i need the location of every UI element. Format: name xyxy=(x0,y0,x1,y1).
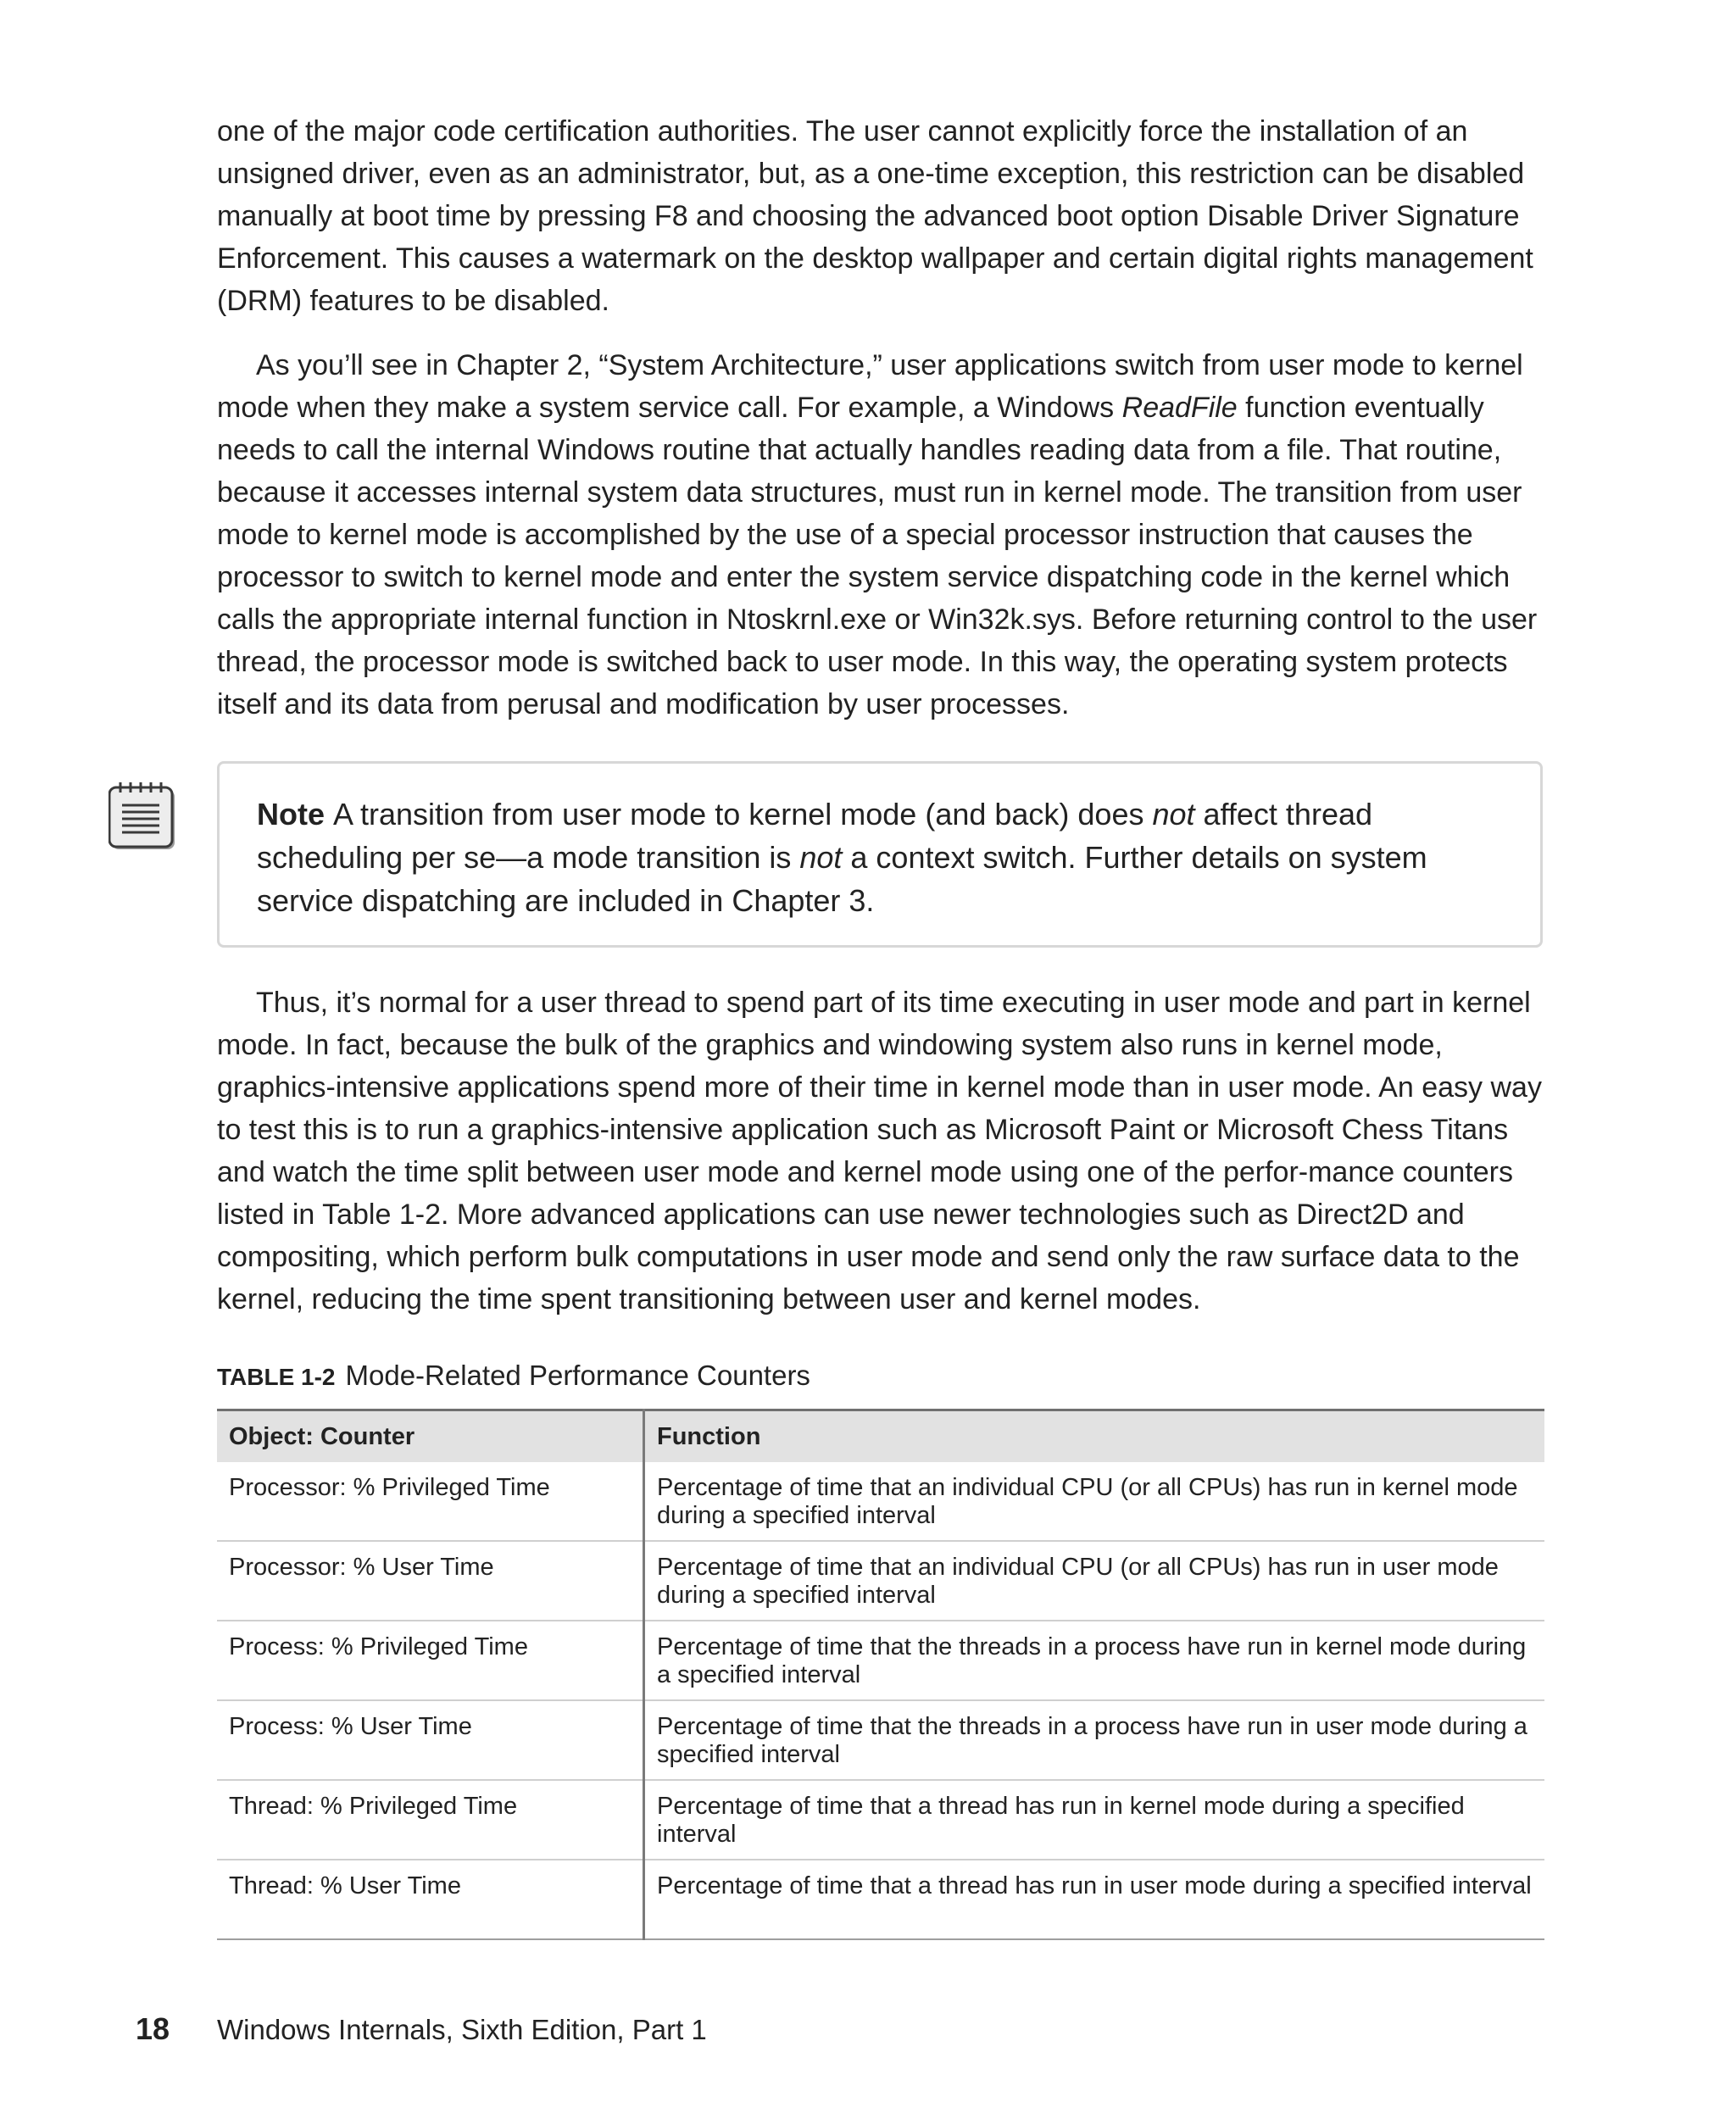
page-number: 18 xyxy=(136,2011,170,2046)
counter-function-cell: Percentage of time that a thread has run in kernel mode during a specified interval xyxy=(644,1780,1545,1860)
note-text-b: affect thread scheduling per se—a mode transition is xyxy=(257,797,1373,875)
counter-name-cell: Process: % User Time xyxy=(217,1700,644,1780)
counter-function-cell: Percentage of time that the threads in a process have run in kernel mode during a specified interval xyxy=(644,1621,1545,1700)
counter-function-cell: Percentage of time that a thread has run in user mode during a specified interval xyxy=(644,1860,1545,1939)
paragraph-driver-signing: one of the major code certification authorities. The user cannot explicitly force the installation of an unsigned driver, even as an administrator, but, as a one-time exception, this restriction can be disabled manually at boot time by pressing F8 and choosing the advanced boot option Disable Driver Signature Enforcement. This causes a watermark on the desktop wallpaper and certain digital rights management (DRM) features to be disabled. xyxy=(217,115,1533,317)
table-row xyxy=(217,1860,1544,1939)
paragraph-user-thread-time-text: Thus, it’s normal for a user thread to spend part of its time executing in user mode and part in kernel mode. In fact, because the bulk of the graphics and windowing system also runs in kernel mode, graphics-intensive applications spend more of their time in kernel mode than in user mode. An easy way to test this is to run a graphics-intensive application such as Microsoft Paint or Microsoft Chess Titans and watch the time split between user mode and kernel mode using one of the perfor-mance counters listed in Table 1-2. More advanced applications can use newer technologies such as Direct2D and compositing, which perform bulk computations in user mode and send only the raw surface data to the kernel, reducing the time spent transitioning between user and kernel modes. xyxy=(217,987,1542,1315)
table-caption-label: TABLE 1-2 xyxy=(217,1364,336,1390)
table-row xyxy=(217,1621,1544,1700)
table-row xyxy=(217,1700,1544,1780)
note-emphasis-2: not xyxy=(799,840,843,875)
paragraph-mode-switch-text-a: As you’ll see in Chapter 2, “System Architecture,” user applications switch from user mode to kernel mode when they make a system service call. For example, a Windows xyxy=(217,349,1523,424)
paragraph-mode-switch xyxy=(217,344,1548,726)
note-label: Note xyxy=(257,797,325,831)
running-footer-title: Windows Internals, Sixth Edition, Part 1 xyxy=(217,2014,707,2045)
counter-name-cell: Processor: % Privileged Time xyxy=(217,1462,644,1541)
readfile-function-name: ReadFile xyxy=(1121,392,1238,424)
counter-name-cell: Thread: % User Time xyxy=(217,1860,644,1939)
page-footer xyxy=(136,2012,707,2047)
counter-function-cell: Percentage of time that an individual CPU (or all CPUs) has run in kernel mode during a specified interval xyxy=(644,1462,1545,1541)
performance-counters-table xyxy=(217,1409,1544,1940)
notepad-icon xyxy=(108,781,178,853)
table-header-row xyxy=(217,1410,1544,1463)
counter-function-cell: Percentage of time that an individual CPU (or all CPUs) has run in user mode during a specified interval xyxy=(644,1541,1545,1621)
note-text xyxy=(257,793,1511,922)
counter-name-cell: Processor: % User Time xyxy=(217,1541,644,1621)
note-callout xyxy=(217,761,1543,948)
paragraph-mode-switch-text-b: function eventually needs to call the internal Windows routine that actually handles reading data from a file. That routine, because it accesses internal system data structures, must run in kernel mode. The transition from user mode to kernel mode is accomplished by the use of a special processor instruction that causes the processor to switch to kernel mode and enter the system service dispatching code in the kernel which calls the appropriate internal function in Ntoskrnl.exe or Win32k.sys. Before returning control to the user thread, the processor mode is switched back to user mode. In this way, the operating system protects itself and its data from perusal and modification by user processes. xyxy=(217,392,1538,720)
counter-function-cell: Percentage of time that the threads in a process have run in user mode during a specified interval xyxy=(644,1700,1545,1780)
table-caption-title: Mode-Related Performance Counters xyxy=(345,1360,810,1391)
table-row xyxy=(217,1462,1544,1541)
table-caption xyxy=(217,1359,810,1394)
column-header-function: Function xyxy=(657,1422,761,1450)
table-row xyxy=(217,1780,1544,1860)
note-text-a: A transition from user mode to kernel mode (and back) does xyxy=(333,797,1153,831)
counter-name-cell: Process: % Privileged Time xyxy=(217,1621,644,1700)
note-text-c: a context switch. Further details on system service dispatching are included in Chapter 3. xyxy=(257,840,1427,918)
note-emphasis-1: not xyxy=(1152,797,1195,831)
counter-name-cell: Thread: % Privileged Time xyxy=(217,1780,644,1860)
column-header-object-counter: Object: Counter xyxy=(217,1410,644,1463)
paragraph-user-thread-time xyxy=(217,982,1548,1321)
table-row xyxy=(217,1541,1544,1621)
